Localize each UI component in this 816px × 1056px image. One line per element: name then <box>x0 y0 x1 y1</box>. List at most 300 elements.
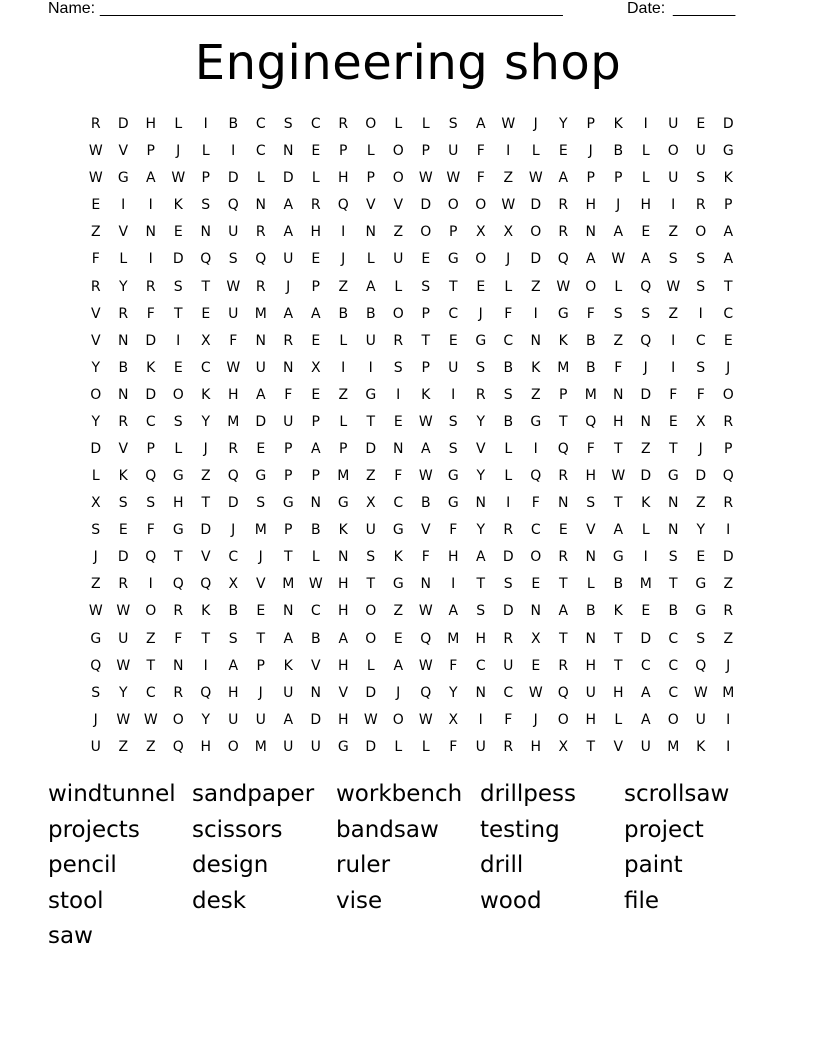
grid-letter[interactable]: P <box>146 440 155 457</box>
grid-letter[interactable]: I <box>533 440 538 457</box>
grid-letter[interactable]: P <box>366 170 375 187</box>
grid-letter[interactable]: K <box>613 603 623 620</box>
grid-letter[interactable]: C <box>668 657 679 674</box>
grid-letter[interactable]: J <box>93 549 98 566</box>
grid-letter[interactable]: J <box>616 197 621 214</box>
grid-letter[interactable]: G <box>172 468 184 485</box>
grid-letter[interactable]: A <box>475 116 486 133</box>
grid-letter[interactable]: H <box>337 170 349 187</box>
grid-letter[interactable]: E <box>448 332 458 349</box>
grid-letter[interactable]: P <box>201 170 210 187</box>
grid-letter[interactable]: I <box>203 116 208 133</box>
grid-letter[interactable]: O <box>420 224 432 241</box>
grid-letter[interactable]: W <box>143 711 158 728</box>
grid-letter[interactable]: G <box>337 495 349 512</box>
grid-letter[interactable]: B <box>118 359 129 376</box>
grid-letter[interactable]: C <box>668 630 679 647</box>
grid-letter[interactable]: A <box>640 251 651 268</box>
grid-letter[interactable]: Y <box>118 278 128 295</box>
grid-letter[interactable]: A <box>558 603 569 620</box>
grid-letter[interactable]: L <box>394 116 403 133</box>
grid-letter[interactable]: I <box>726 522 731 539</box>
grid-letter[interactable]: M <box>282 576 295 593</box>
grid-letter[interactable]: Z <box>90 224 101 241</box>
grid-letter[interactable]: M <box>227 413 240 430</box>
grid-letter[interactable]: F <box>229 332 238 349</box>
grid-letter[interactable]: W <box>363 711 378 728</box>
grid-letter[interactable]: Y <box>476 413 486 430</box>
date-field[interactable]: _______ <box>673 0 736 17</box>
grid-letter[interactable]: A <box>448 603 459 620</box>
grid-letter[interactable]: V <box>118 224 129 241</box>
grid-letter[interactable]: L <box>91 468 100 485</box>
grid-letter[interactable]: U <box>393 251 404 268</box>
grid-letter[interactable]: I <box>148 197 153 214</box>
grid-letter[interactable]: H <box>337 711 349 728</box>
grid-letter[interactable]: I <box>148 251 153 268</box>
grid-letter[interactable]: Z <box>723 630 734 647</box>
grid-letter[interactable]: H <box>200 738 212 755</box>
grid-letter[interactable]: K <box>421 386 431 403</box>
grid-letter[interactable]: M <box>254 305 267 322</box>
grid-letter[interactable]: O <box>365 630 377 647</box>
grid-letter[interactable]: T <box>146 657 156 674</box>
grid-letter[interactable]: X <box>228 576 239 593</box>
grid-letter[interactable]: H <box>447 549 459 566</box>
grid-letter[interactable]: F <box>476 143 485 160</box>
grid-letter[interactable]: A <box>723 224 734 241</box>
grid-letter[interactable]: I <box>203 657 208 674</box>
grid-letter[interactable]: U <box>283 251 294 268</box>
grid-letter[interactable]: T <box>421 332 431 349</box>
grid-letter[interactable]: R <box>338 116 349 133</box>
grid-letter[interactable]: M <box>447 630 460 647</box>
grid-letter[interactable]: A <box>640 711 651 728</box>
grid-letter[interactable]: J <box>341 251 346 268</box>
grid-letter[interactable]: J <box>258 549 263 566</box>
grid-letter[interactable]: P <box>724 197 733 214</box>
grid-letter[interactable]: S <box>228 251 238 268</box>
grid-letter[interactable]: R <box>90 278 101 295</box>
grid-letter[interactable]: N <box>200 224 211 241</box>
grid-letter[interactable]: G <box>695 603 707 620</box>
grid-letter[interactable]: P <box>311 278 320 295</box>
grid-letter[interactable]: Q <box>200 684 212 701</box>
grid-letter[interactable]: L <box>614 278 623 295</box>
grid-letter[interactable]: J <box>698 440 703 457</box>
grid-letter[interactable]: Q <box>557 684 569 701</box>
grid-letter[interactable]: G <box>475 332 487 349</box>
grid-letter[interactable]: K <box>173 197 183 214</box>
grid-letter[interactable]: M <box>254 522 267 539</box>
grid-letter[interactable]: H <box>337 576 349 593</box>
grid-letter[interactable]: R <box>173 603 184 620</box>
grid-letter[interactable]: Z <box>503 170 514 187</box>
grid-letter[interactable]: C <box>640 657 651 674</box>
grid-letter[interactable]: Z <box>338 386 349 403</box>
grid-letter[interactable]: Q <box>172 738 184 755</box>
grid-letter[interactable]: U <box>310 738 321 755</box>
grid-letter[interactable]: V <box>90 332 101 349</box>
grid-letter[interactable]: Q <box>530 468 542 485</box>
grid-letter[interactable]: A <box>723 251 734 268</box>
grid-letter[interactable]: Q <box>200 251 212 268</box>
grid-letter[interactable]: T <box>173 305 183 322</box>
grid-letter[interactable]: O <box>667 711 679 728</box>
grid-letter[interactable]: M <box>722 684 735 701</box>
grid-letter[interactable]: O <box>365 116 377 133</box>
grid-letter[interactable]: Q <box>640 278 652 295</box>
grid-letter[interactable]: Z <box>530 386 541 403</box>
grid-letter[interactable]: D <box>502 549 514 566</box>
grid-letter[interactable]: C <box>530 522 541 539</box>
grid-letter[interactable]: S <box>256 495 266 512</box>
grid-letter[interactable]: L <box>201 143 210 160</box>
grid-letter[interactable]: S <box>696 359 706 376</box>
grid-letter[interactable]: T <box>366 576 376 593</box>
grid-letter[interactable]: R <box>145 278 156 295</box>
grid-letter[interactable]: I <box>341 224 346 241</box>
grid-letter[interactable]: H <box>585 197 597 214</box>
grid-letter[interactable]: N <box>613 386 624 403</box>
grid-letter[interactable]: H <box>585 468 597 485</box>
grid-letter[interactable]: I <box>368 359 373 376</box>
grid-letter[interactable]: C <box>255 143 266 160</box>
grid-letter[interactable]: A <box>310 440 321 457</box>
grid-letter[interactable]: U <box>475 738 486 755</box>
grid-letter[interactable]: R <box>558 197 569 214</box>
grid-letter[interactable]: O <box>90 386 102 403</box>
grid-letter[interactable]: B <box>228 116 239 133</box>
grid-letter[interactable]: X <box>558 738 569 755</box>
grid-letter[interactable]: G <box>255 468 267 485</box>
grid-letter[interactable]: L <box>366 143 375 160</box>
grid-letter[interactable]: Q <box>557 440 569 457</box>
grid-letter[interactable]: W <box>88 143 103 160</box>
grid-letter[interactable]: D <box>722 549 734 566</box>
grid-letter[interactable]: H <box>337 603 349 620</box>
grid-letter[interactable]: E <box>311 332 321 349</box>
grid-letter[interactable]: W <box>693 684 708 701</box>
grid-letter[interactable]: C <box>723 305 734 322</box>
grid-letter[interactable]: N <box>310 495 321 512</box>
grid-letter[interactable]: L <box>614 711 623 728</box>
grid-letter[interactable]: S <box>201 197 211 214</box>
grid-letter[interactable]: K <box>201 386 211 403</box>
grid-letter[interactable]: S <box>228 630 238 647</box>
grid-letter[interactable]: N <box>338 549 349 566</box>
grid-letter[interactable]: D <box>640 386 652 403</box>
grid-letter[interactable]: R <box>503 522 514 539</box>
grid-letter[interactable]: S <box>503 576 513 593</box>
grid-letter[interactable]: W <box>418 468 433 485</box>
grid-letter[interactable]: I <box>671 332 676 349</box>
grid-letter[interactable]: D <box>502 603 514 620</box>
grid-letter[interactable]: N <box>310 684 321 701</box>
grid-letter[interactable]: D <box>145 386 157 403</box>
grid-letter[interactable]: J <box>231 522 236 539</box>
grid-letter[interactable]: L <box>174 116 183 133</box>
grid-letter[interactable]: L <box>586 576 595 593</box>
grid-letter[interactable]: P <box>284 440 293 457</box>
grid-letter[interactable]: R <box>255 278 266 295</box>
grid-letter[interactable]: R <box>723 413 734 430</box>
grid-letter[interactable]: D <box>117 549 129 566</box>
grid-letter[interactable]: E <box>531 657 541 674</box>
grid-letter[interactable]: U <box>448 143 459 160</box>
grid-letter[interactable]: F <box>586 305 595 322</box>
grid-letter[interactable]: A <box>585 251 596 268</box>
grid-letter[interactable]: T <box>613 657 623 674</box>
grid-letter[interactable]: L <box>504 278 513 295</box>
grid-letter[interactable]: R <box>558 657 569 674</box>
grid-letter[interactable]: P <box>559 386 568 403</box>
grid-letter[interactable]: J <box>533 116 538 133</box>
grid-letter[interactable]: Y <box>201 711 211 728</box>
grid-letter[interactable]: Z <box>393 224 404 241</box>
grid-letter[interactable]: T <box>558 576 568 593</box>
grid-letter[interactable]: R <box>255 224 266 241</box>
grid-letter[interactable]: E <box>256 440 266 457</box>
grid-letter[interactable]: U <box>695 143 706 160</box>
grid-letter[interactable]: H <box>227 684 239 701</box>
grid-letter[interactable]: S <box>696 170 706 187</box>
grid-letter[interactable]: A <box>310 305 321 322</box>
grid-letter[interactable]: Z <box>613 332 624 349</box>
grid-letter[interactable]: D <box>365 684 377 701</box>
grid-letter[interactable]: A <box>365 278 376 295</box>
grid-letter[interactable]: O <box>392 143 404 160</box>
grid-letter[interactable]: Y <box>448 684 458 701</box>
grid-letter[interactable]: B <box>585 603 596 620</box>
grid-letter[interactable]: R <box>173 684 184 701</box>
grid-letter[interactable]: S <box>668 251 678 268</box>
grid-letter[interactable]: Y <box>476 522 486 539</box>
grid-letter[interactable]: I <box>121 197 126 214</box>
grid-letter[interactable]: T <box>723 278 733 295</box>
grid-letter[interactable]: G <box>447 251 459 268</box>
grid-letter[interactable]: X <box>503 224 514 241</box>
grid-letter[interactable]: K <box>201 603 211 620</box>
grid-letter[interactable]: W <box>501 197 516 214</box>
grid-letter[interactable]: L <box>339 332 348 349</box>
grid-letter[interactable]: F <box>449 522 458 539</box>
grid-letter[interactable]: Q <box>557 251 569 268</box>
grid-letter[interactable]: D <box>530 197 542 214</box>
grid-letter[interactable]: R <box>558 468 569 485</box>
grid-letter[interactable]: V <box>310 657 321 674</box>
grid-letter[interactable]: X <box>365 495 376 512</box>
grid-letter[interactable]: I <box>478 711 483 728</box>
grid-letter[interactable]: S <box>613 305 623 322</box>
grid-letter[interactable]: W <box>556 278 571 295</box>
grid-letter[interactable]: D <box>255 413 267 430</box>
grid-letter[interactable]: U <box>283 413 294 430</box>
grid-letter[interactable]: A <box>283 630 294 647</box>
grid-letter[interactable]: F <box>449 738 458 755</box>
grid-letter[interactable]: F <box>146 305 155 322</box>
grid-letter[interactable]: J <box>258 684 263 701</box>
grid-letter[interactable]: H <box>475 630 487 647</box>
grid-letter[interactable]: S <box>448 116 458 133</box>
grid-letter[interactable]: Z <box>723 576 734 593</box>
grid-letter[interactable]: R <box>310 197 321 214</box>
grid-letter[interactable]: N <box>118 332 129 349</box>
grid-letter[interactable]: H <box>310 224 322 241</box>
grid-letter[interactable]: O <box>530 549 542 566</box>
grid-letter[interactable]: D <box>310 711 322 728</box>
grid-letter[interactable]: D <box>420 197 432 214</box>
grid-letter[interactable]: N <box>640 413 651 430</box>
grid-letter[interactable]: L <box>641 143 650 160</box>
grid-letter[interactable]: P <box>146 143 155 160</box>
grid-letter[interactable]: Z <box>338 278 349 295</box>
grid-letter[interactable]: G <box>392 576 404 593</box>
grid-letter[interactable]: J <box>93 711 98 728</box>
grid-letter[interactable]: N <box>365 224 376 241</box>
grid-letter[interactable]: O <box>722 386 734 403</box>
grid-letter[interactable]: H <box>530 738 542 755</box>
grid-letter[interactable]: J <box>286 278 291 295</box>
grid-letter[interactable]: W <box>418 603 433 620</box>
grid-letter[interactable]: K <box>118 468 128 485</box>
grid-letter[interactable]: F <box>696 386 705 403</box>
grid-letter[interactable]: R <box>118 413 129 430</box>
name-field[interactable]: ____________________________________________________ <box>100 0 563 17</box>
grid-letter[interactable]: T <box>283 549 293 566</box>
grid-letter[interactable]: V <box>338 684 349 701</box>
grid-letter[interactable]: Y <box>201 413 211 430</box>
grid-letter[interactable]: P <box>449 224 458 241</box>
grid-letter[interactable]: C <box>255 116 266 133</box>
grid-letter[interactable]: L <box>421 738 430 755</box>
grid-letter[interactable]: F <box>421 549 430 566</box>
grid-letter[interactable]: U <box>668 116 679 133</box>
grid-letter[interactable]: F <box>531 495 540 512</box>
grid-letter[interactable]: G <box>392 522 404 539</box>
grid-letter[interactable]: R <box>503 630 514 647</box>
grid-letter[interactable]: J <box>176 143 181 160</box>
grid-letter[interactable]: D <box>227 495 239 512</box>
grid-letter[interactable]: W <box>308 576 323 593</box>
grid-letter[interactable]: D <box>200 522 212 539</box>
grid-letter[interactable]: N <box>283 143 294 160</box>
grid-letter[interactable]: W <box>528 684 543 701</box>
grid-letter[interactable]: D <box>227 170 239 187</box>
grid-letter[interactable]: E <box>118 522 128 539</box>
grid-letter[interactable]: S <box>448 413 458 430</box>
grid-letter[interactable]: A <box>283 197 294 214</box>
grid-letter[interactable]: C <box>503 332 514 349</box>
grid-letter[interactable]: U <box>255 359 266 376</box>
grid-letter[interactable]: J <box>588 143 593 160</box>
grid-letter[interactable]: Q <box>585 413 597 430</box>
grid-letter[interactable]: Q <box>337 197 349 214</box>
grid-letter[interactable]: G <box>337 738 349 755</box>
grid-letter[interactable]: Z <box>695 495 706 512</box>
grid-letter[interactable]: U <box>228 224 239 241</box>
grid-letter[interactable]: D <box>90 440 102 457</box>
grid-letter[interactable]: T <box>668 440 678 457</box>
grid-letter[interactable]: B <box>365 305 376 322</box>
grid-letter[interactable]: Y <box>91 413 101 430</box>
grid-letter[interactable]: I <box>451 576 456 593</box>
grid-letter[interactable]: J <box>478 305 483 322</box>
grid-letter[interactable]: R <box>283 332 294 349</box>
grid-letter[interactable]: S <box>421 278 431 295</box>
grid-letter[interactable]: T <box>256 630 266 647</box>
grid-letter[interactable]: E <box>311 143 321 160</box>
grid-letter[interactable]: K <box>696 738 706 755</box>
grid-letter[interactable]: G <box>557 305 569 322</box>
grid-letter[interactable]: G <box>172 522 184 539</box>
grid-letter[interactable]: S <box>696 278 706 295</box>
grid-letter[interactable]: M <box>557 359 570 376</box>
grid-letter[interactable]: L <box>174 440 183 457</box>
grid-letter[interactable]: X <box>310 359 321 376</box>
grid-letter[interactable]: I <box>396 386 401 403</box>
grid-letter[interactable]: I <box>643 116 648 133</box>
grid-letter[interactable]: T <box>201 278 211 295</box>
grid-letter[interactable]: V <box>90 305 101 322</box>
grid-letter[interactable]: N <box>668 495 679 512</box>
grid-letter[interactable]: R <box>503 738 514 755</box>
grid-letter[interactable]: T <box>558 630 568 647</box>
grid-letter[interactable]: U <box>448 359 459 376</box>
grid-letter[interactable]: R <box>393 332 404 349</box>
grid-letter[interactable]: S <box>696 630 706 647</box>
grid-letter[interactable]: Y <box>91 359 101 376</box>
grid-letter[interactable]: K <box>723 170 733 187</box>
grid-letter[interactable]: D <box>282 170 294 187</box>
grid-letter[interactable]: U <box>283 738 294 755</box>
grid-letter[interactable]: T <box>668 576 678 593</box>
grid-letter[interactable]: J <box>203 440 208 457</box>
grid-letter[interactable]: N <box>668 522 679 539</box>
grid-letter[interactable]: Z <box>200 468 211 485</box>
grid-letter[interactable]: M <box>667 738 680 755</box>
grid-letter[interactable]: D <box>722 116 734 133</box>
grid-letter[interactable]: E <box>558 143 568 160</box>
grid-letter[interactable]: W <box>611 468 626 485</box>
grid-letter[interactable]: U <box>228 711 239 728</box>
grid-letter[interactable]: U <box>365 522 376 539</box>
grid-letter[interactable]: P <box>284 468 293 485</box>
grid-letter[interactable]: O <box>585 278 597 295</box>
grid-letter[interactable]: V <box>255 576 266 593</box>
grid-letter[interactable]: J <box>726 657 731 674</box>
grid-letter[interactable]: G <box>282 495 294 512</box>
grid-letter[interactable]: Z <box>118 738 129 755</box>
grid-letter[interactable]: F <box>504 711 513 728</box>
grid-letter[interactable]: E <box>723 332 733 349</box>
grid-letter[interactable]: B <box>310 522 321 539</box>
grid-letter[interactable]: B <box>613 143 624 160</box>
grid-letter[interactable]: O <box>530 224 542 241</box>
grid-letter[interactable]: E <box>696 116 706 133</box>
grid-letter[interactable]: E <box>256 603 266 620</box>
grid-letter[interactable]: P <box>586 170 595 187</box>
grid-letter[interactable]: U <box>503 657 514 674</box>
grid-letter[interactable]: W <box>88 170 103 187</box>
grid-letter[interactable]: Q <box>90 657 102 674</box>
grid-letter[interactable]: P <box>311 468 320 485</box>
grid-letter[interactable]: I <box>148 576 153 593</box>
grid-letter[interactable]: S <box>641 305 651 322</box>
grid-letter[interactable]: A <box>338 630 349 647</box>
grid-letter[interactable]: T <box>448 278 458 295</box>
grid-letter[interactable]: L <box>394 278 403 295</box>
